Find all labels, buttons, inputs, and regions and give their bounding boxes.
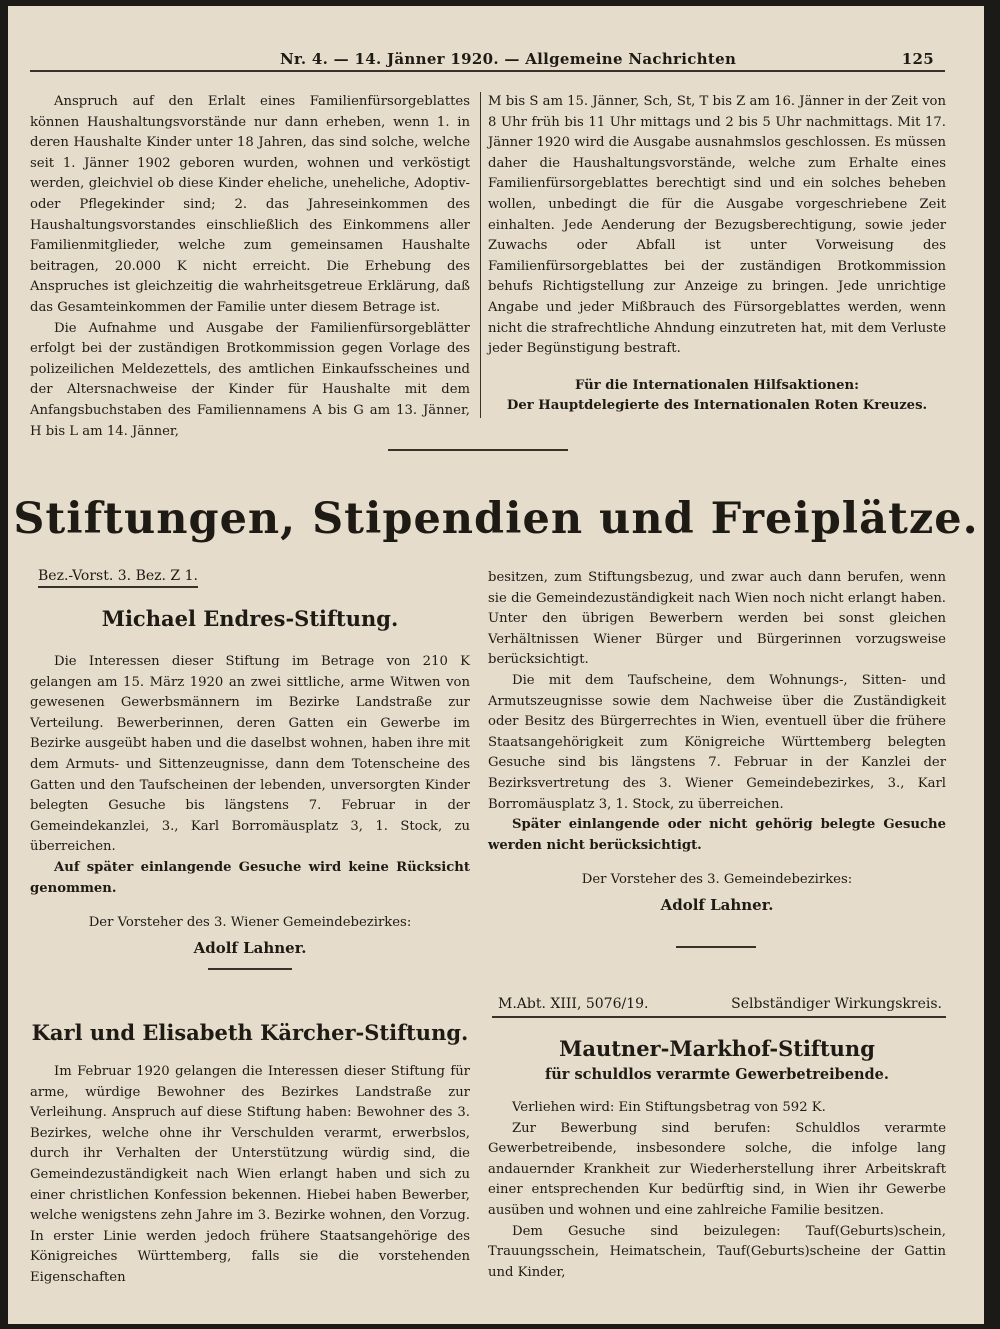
header-rule — [30, 70, 945, 72]
running-title: Nr. 4. — 14. Jänner 1920. — Allgemeine Nachrichten — [280, 50, 737, 68]
continuation-paragraph-2: Die mit dem Taufscheine, dem Wohnungs-, Sitten- und Armutszeugnisse sowie dem Nachweise über die Zuständigkeit oder Besitz des Bürgerrechtes in Wien, eventuell über die frühere Staatsangehörigkeit zum Königreiche Württemberg belegten Gesuche sind bis längstens 7. Februar in der Kanzlei der Bezirksvertretung des 3. Wiener Gemeindebezirkes, 3., Karl Borromäusplatz 3, 1. Stock, zu überreichen. — [488, 672, 946, 812]
mautner-reference-right: Selbständiger Wirkungskreis. — [731, 996, 942, 1012]
mautner-reference-bar — [492, 994, 946, 1018]
continuation-paragraph-3: Später einlangende oder nicht gehörig belegte Gesuche werden nicht berücksichtigt. — [488, 817, 946, 853]
section-separator — [388, 449, 568, 451]
endres-signature-role: Der Vorsteher des 3. Wiener Gemeindebezirkes: — [88, 915, 412, 931]
endres-signature-name: Adolf Lahner. — [193, 938, 307, 957]
continuation-signature-name: Adolf Lahner. — [660, 895, 774, 914]
mautner-subtitle: für schuldlos verarmte Gewerbetreibende. — [545, 1066, 889, 1083]
mautner-reference-left: M.Abt. XIII, 5076/19. — [498, 996, 649, 1012]
top-left-column — [30, 92, 470, 442]
top-right-paragraph: M bis S am 15. Jänner, Sch, St, T bis Z am 16. Jänner in der Zeit von 8 Uhr früh bis 11 Uhr mittags und 2 bis 5 Uhr nachmittags. Mit 17. Jänner 1920 wird die Ausgabe ausnahmslos geschlossen. Es müssen daher die Haushaltungsvorstände, welche zum Erhalte eines Familienfürsorgeblattes berechtigt sind und ein solches beheben wollen, unbedingt die für die Ausgabe vorgeschriebene Zeit einhalten. Jede Aenderung der Bezugsberechtigung, sowie jeder Zuwachs oder Abfall ist unter Vorweisung des Familienfürsorgeblattes bei der zuständigen Brotkommission behufs Richtigstellung zur Anzeige zu bringen. Jede unrichtige Angabe und jeder Mißbrauch des Fürsorgeblattes werden, wenn nicht die strafrechtliche Ahndung einzutreten hat, mit dem Verluste jeder Begünstigung bestraft. — [488, 94, 946, 357]
mautner-paragraph-3: Dem Gesuche sind beizulegen: Tauf(Geburts)schein, Trauungsschein, Heimatschein, Tauf(Geburts)scheine der Gattin und Kinder, — [488, 1223, 946, 1280]
endres-paragraph-1: Die Interessen dieser Stiftung im Betrage von 210 K gelangen am 15. März 1920 an zwei sittliche, arme Witwen von gewesenen Gewerbsmännern im Bezirke Landstraße zur Verteilung. Bewerberinnen, deren Gatten ein Gewerbe im Bezirke ausgeübt haben und die daselbst wohnen, haben ihre mit dem Armuts- und Sittenzeugnisse, dann dem Totenscheine des Gatten und den Taufscheinen der lebenden, unversorgten Kinder belegten Gesuche bis längstens 7. Februar in der Gemeindekanzlei, 3., Karl Borromäusplatz 3, 1. Stock, zu überreichen. — [30, 654, 470, 855]
top-right-column — [488, 92, 946, 417]
page-header — [8, 46, 984, 70]
endres-reference: Bez.-Vorst. 3. Bez. Z 1. — [38, 566, 198, 588]
endres-paragraph-2: Auf später einlangende Gesuche wird keine Rücksicht genommen. — [30, 859, 470, 896]
endres-body — [30, 652, 470, 958]
mautner-paragraph-1: Verliehen wird: Ein Stiftungsbetrag von 592 K. — [512, 1100, 826, 1115]
kaercher-body — [30, 1062, 470, 1289]
main-title: Stiftungen, Stipendien und Freiplätze. — [13, 494, 979, 544]
hilfsaktionen-signature-2: Der Hauptdelegierte des Internationalen Roten Kreuzes. — [506, 398, 928, 414]
continuation-column — [488, 568, 946, 916]
kaercher-paragraph: Im Februar 1920 gelangen die Interessen dieser Stiftung für arme, würdige Bewohner des Bezirkes Landstraße zur Verleihung. Anspruch auf diese Stiftung haben: Bewohner des 3. Bezirkes, welche ohne ihr Verschulden verarmt, erwerbslos, durch ihr Verhalten der Unterstützung würdig sind, die Gemeindezuständigkeit nach Wien erlangt haben und sich zu einer christlichen Konfession bekennen. Hiebei haben Bewerber, welche wenigstens zehn Jahre im 3. Bezirke wohnen, den Vorzug. In erster Linie werden jedoch frühere Staatsangehörige des Königreiches Württemberg, falls sie die vorstehenden Eigenschaften — [30, 1064, 470, 1285]
endres-title: Michael Endres-Stiftung. — [101, 606, 399, 631]
top-left-paragraph-2: Die Aufnahme und Ausgabe der Familienfürsorgeblätter erfolgt bei der zuständigen Brotkommission gegen Vorlage des polizeilichen Meldezettels, des amtlichen Einkaufsscheines und der Altersnachweise der Kinder für Haushalte mit dem Anfangsbuchstaben des Familiennamens A bis G am 13. Jänner, H bis L am 14. Jänner, — [30, 320, 470, 439]
mautner-body — [488, 1098, 946, 1283]
mautner-paragraph-2: Zur Bewerbung sind berufen: Schuldlos verarmte Gewerbetreibende, insbesondere solche, die infolge lang andauernder Krankheit zur Wiederherstellung ihrer Arbeitskraft einer entsprechenden Kur bedürftig sind, in Wien ihr Gewerbe ausüben und wohnen und eine zahlreiche Familie besitzen. — [488, 1120, 946, 1218]
newspaper-page — [8, 6, 984, 1324]
continuation-signature-role: Der Vorsteher des 3. Gemeindebezirkes: — [581, 872, 853, 888]
kaercher-title: Karl und Elisabeth Kärcher-Stiftung. — [31, 1020, 469, 1045]
top-left-paragraph-1: Anspruch auf den Erlalt eines Familienfürsorgeblattes können Haushaltungsvorstände nur dann erheben, wenn 1. in deren Haushalte Kinder unter 18 Jahren, das sind solche, welche seit 1. Jänner 1902 geboren wurden, wohnen und verköstigt werden, gleichviel ob diese Kinder eheliche, uneheliche, Adoptiv- oder Pflegekinder sind; 2. das Jahreseinkommen des Haushaltungsvorstandes einschließlich des Einkommens aller Familienmitglieder, welche zum gemeinsamen Haushalte beitragen, 20.000 K nicht erreicht. Die Erhebung des Anspruches ist gleichzeitig die wahrheitsgetreue Erklärung, daß das Gesamteinkommen der Familie unter diesem Betrage ist. — [30, 94, 470, 315]
continuation-paragraph-1: besitzen, zum Stiftungsbezug, und zwar auch dann berufen, wenn sie die Gemeindezuständigkeit nach Wien noch nicht erlangt haben. Unter den übrigen Bewerbern werden bei sonst gleichen Verhältnissen Wiener Bürger und Bürgerinnen vorzugsweise berücksichtigt. — [488, 570, 946, 668]
continuation-separator — [676, 946, 756, 948]
column-divider — [480, 92, 481, 418]
endres-separator — [208, 968, 292, 970]
page-number: 125 — [901, 50, 934, 68]
mautner-title: Mautner-Markhof-Stiftung — [559, 1036, 875, 1061]
hilfsaktionen-signature-1: Für die Internationalen Hilfsaktionen: — [575, 377, 859, 393]
